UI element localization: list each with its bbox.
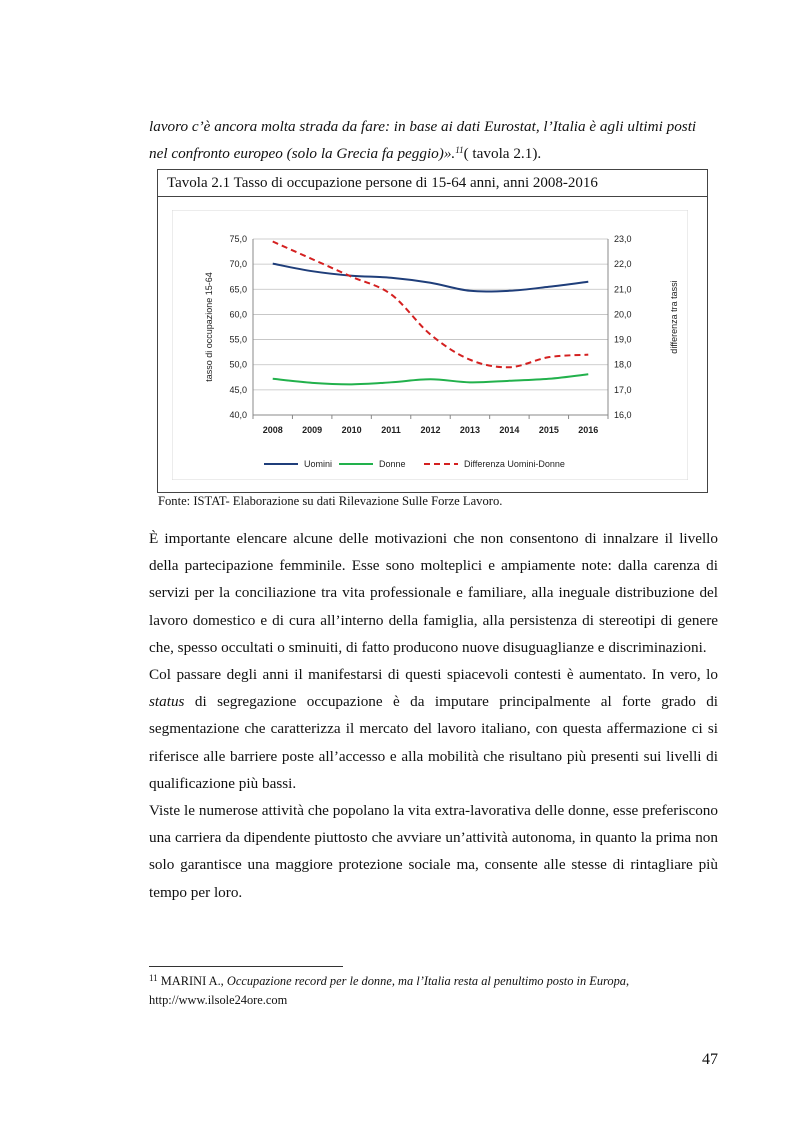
x-tick-label: 2013 [459, 425, 480, 435]
x-tick-label: 2009 [302, 425, 323, 435]
legend-label: Differenza Uomini-Donne [464, 459, 565, 469]
paragraph-1: È importante elencare alcune delle motivazioni che non consentono di innalzare il livello della partecipazione femminile. Esse sono molteplici e ampiamente note: dalla carenza di servizi per la conciliazione tra vita professionale e familiare, alla ineguale distribuzione del lavoro domestico e di cura all’interno della famiglia, alla persistenza di stereotipi di genere che, spesso occultati o sminuiti, di fatto producono nuove disuguaglianze e discriminazioni. [149, 530, 718, 656]
y2-tick-label: 20,0 [614, 309, 632, 320]
paragraph-2-start: Col passare degli anni il manifestarsi di questi spiacevoli contesti è aumentato. In vero, lo [149, 666, 718, 684]
legend-label: Donne [379, 459, 406, 469]
y-tick-label: 65,0 [229, 284, 247, 295]
x-tick-label: 2016 [578, 425, 599, 435]
y-tick-label: 70,0 [229, 259, 247, 270]
table-2-1 [157, 169, 708, 493]
footnote-ref[interactable]: 11 [455, 145, 464, 155]
status-term: status [149, 693, 185, 711]
y-tick-label: 55,0 [229, 334, 247, 345]
table-source: Fonte: ISTAT- Elaborazione su dati Rilevazione Sulle Forze Lavoro. [158, 494, 503, 508]
y-tick-label: 75,0 [229, 234, 247, 244]
x-tick-label: 2015 [538, 425, 559, 435]
employment-chart [172, 210, 688, 480]
intro-line-2: nel confronto europeo (solo la Grecia fa peggio)». [149, 145, 456, 162]
legend-label: Uomini [304, 459, 333, 469]
x-tick-label: 2014 [499, 425, 520, 435]
chart-frame [172, 210, 688, 480]
x-tick-label: 2008 [262, 425, 283, 435]
y2-tick-label: 21,0 [614, 284, 632, 295]
x-tick-label: 2010 [341, 425, 362, 435]
footnote-author: MARINI A., [160, 974, 224, 988]
page-number: 47 [702, 1051, 718, 1068]
y-tick-label: 45,0 [229, 384, 247, 395]
paragraph-3: Viste le numerose attività che popolano la vita extra-lavorativa delle donne, esse preferiscono una carriera da dipendente piuttosto che avviare un’attività autonoma, in quanto la prima non solo garantisce una maggiore protezione sociale ma, consente alle stesse di rintagliare più tempo per loro. [149, 802, 718, 901]
y-tick-label: 60,0 [229, 309, 247, 320]
x-tick-label: 2011 [381, 425, 401, 435]
y2-tick-label: 22,0 [614, 259, 632, 270]
intro-paragraph [149, 113, 718, 167]
y2-tick-label: 18,0 [614, 359, 632, 370]
y-tick-label: 50,0 [229, 359, 247, 370]
y2-tick-label: 23,0 [614, 234, 632, 244]
x-tick-label: 2012 [420, 425, 441, 435]
y2-tick-label: 19,0 [614, 334, 632, 345]
table-title: Tavola 2.1 Tasso di occupazione persone di 15-64 anni, anni 2008-2016 [158, 170, 707, 197]
y2-axis-title: differenza tra tassi [669, 280, 679, 354]
footnote-comma: , [625, 974, 630, 988]
paragraph-2 [149, 661, 718, 797]
footnote-url[interactable]: http://www.ilsole24ore.com [149, 993, 288, 1007]
footnote-title: Occupazione record per le donne, ma l’Italia resta al penultimo posto in Europa [226, 974, 626, 988]
chart-container [172, 210, 688, 480]
y-tick-label: 40,0 [229, 410, 247, 420]
intro-table-ref: ( tavola 2.1). [463, 145, 542, 162]
footnote-divider [149, 966, 343, 967]
y2-tick-label: 17,0 [614, 384, 632, 395]
y2-tick-label: 16,0 [614, 410, 632, 420]
footnote-number: 11 [149, 973, 158, 983]
footnote [149, 972, 718, 1010]
y-axis-title: tasso di occupazione 15-64 [204, 272, 214, 382]
paragraph-2-rest: di segregazione occupazione è da imputare principalmente al forte grado di segmentazione che caratterizza il mercato del lavoro italiano, con questa affermazione ci si riferisce alle barriere poste all’accesso e alla mobilità che risultano più presenti sui livelli di qualificazione più bassi. [149, 693, 719, 792]
intro-line-1: lavoro c’è ancora molta strada da fare: in base ai dati Eurostat, l’Italia è agli ultimi posti [149, 118, 697, 135]
body-text [149, 525, 718, 906]
